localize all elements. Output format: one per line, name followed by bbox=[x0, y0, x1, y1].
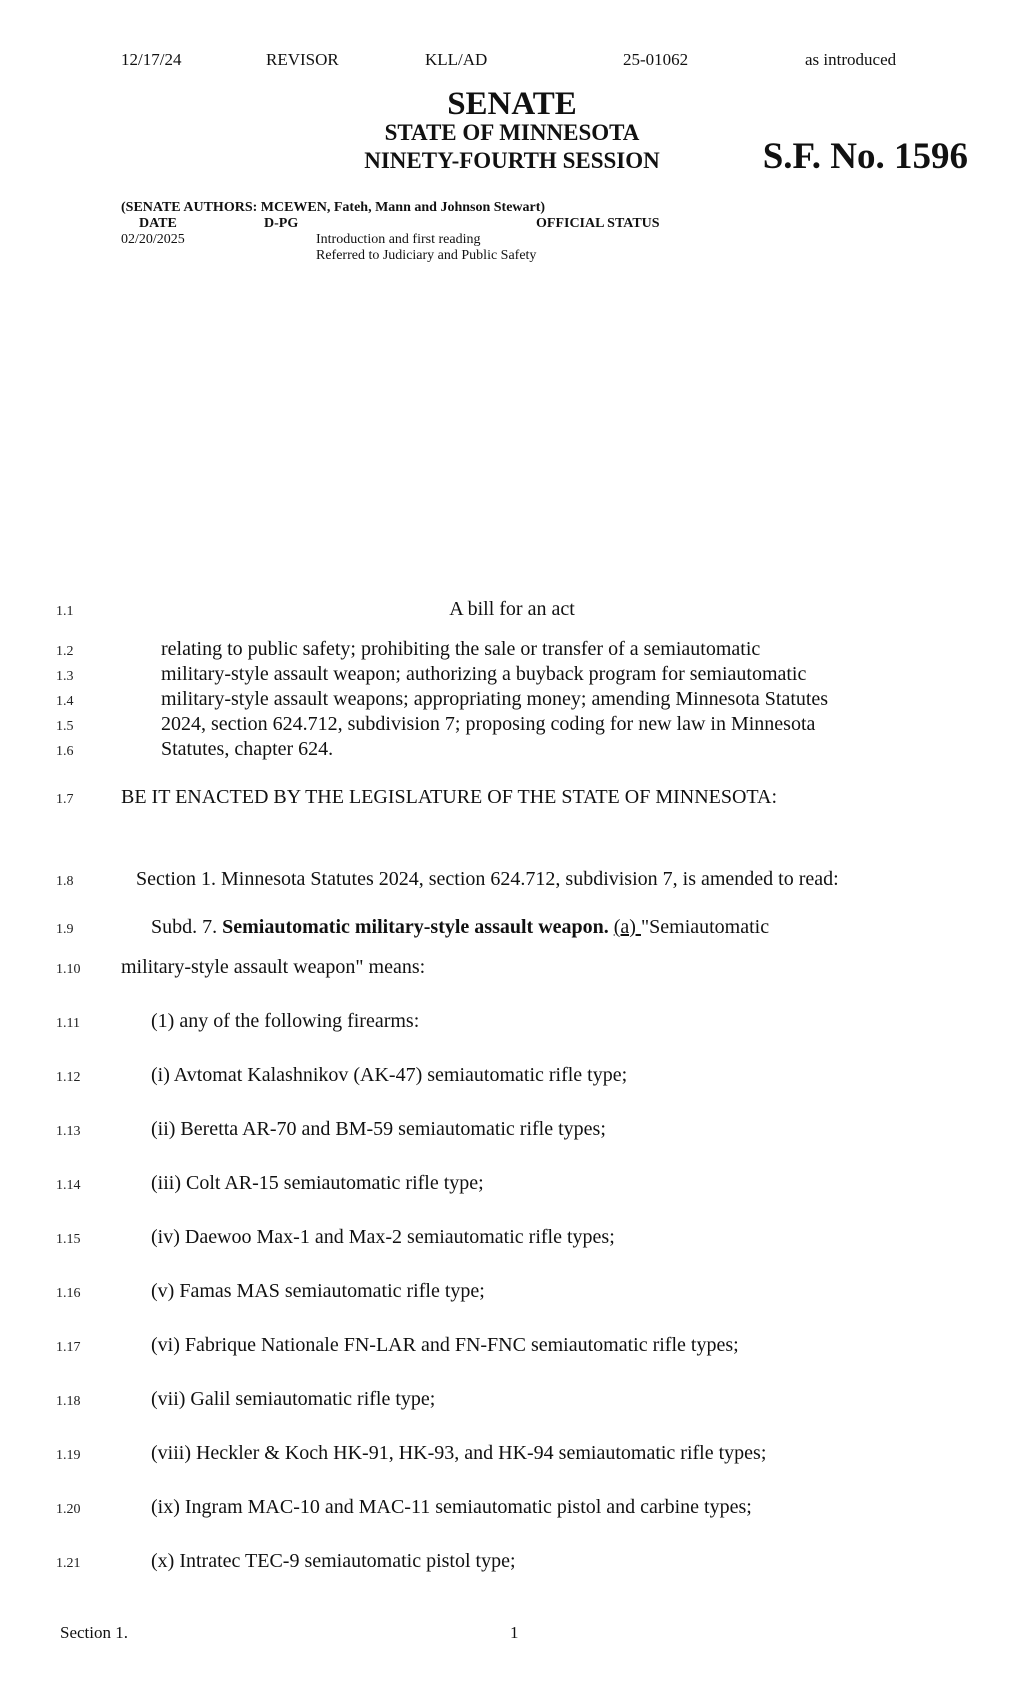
line-number: 1.21 bbox=[56, 1556, 81, 1571]
header-docnum: 25-01062 bbox=[623, 50, 689, 69]
line-number: 1.20 bbox=[56, 1502, 81, 1517]
line-number: 1.17 bbox=[56, 1340, 81, 1355]
status-row-date: 02/20/2025 bbox=[121, 232, 185, 247]
line-number: 1.10 bbox=[56, 962, 81, 977]
list-item: (viii) Heckler & Koch HK-91, HK-93, and HK-94 semiautomatic rifle types; bbox=[151, 1442, 767, 1464]
bill-heading: A bill for an act bbox=[449, 598, 575, 620]
state-title: STATE OF MINNESOTA bbox=[384, 120, 640, 145]
list-item: (vii) Galil semiautomatic rifle type; bbox=[151, 1388, 436, 1410]
line-number: 1.13 bbox=[56, 1124, 81, 1139]
page-number: 1 bbox=[510, 1623, 519, 1642]
line-number: 1.3 bbox=[56, 669, 74, 684]
file-number: S.F. No. 1596 bbox=[762, 136, 968, 177]
senate-authors: (SENATE AUTHORS: MCEWEN, Fateh, Mann and Johnson Stewart) bbox=[121, 200, 546, 215]
line-number: 1.8 bbox=[56, 874, 74, 889]
list-item: (iii) Colt AR-15 semiautomatic rifle type; bbox=[151, 1172, 484, 1194]
subdivision-text: "Semiautomatic bbox=[640, 916, 770, 938]
line-number: 1.16 bbox=[56, 1286, 81, 1301]
line-number: 1.14 bbox=[56, 1178, 81, 1193]
line-number: 1.18 bbox=[56, 1394, 81, 1409]
status-col-status: OFFICIAL STATUS bbox=[536, 216, 660, 231]
subdivision-line bbox=[151, 916, 769, 939]
subdivision-title: Semiautomatic military-style assault weapon. bbox=[222, 916, 609, 938]
list-item: (i) Avtomat Kalashnikov (AK-47) semiautomatic rifle type; bbox=[151, 1064, 628, 1086]
status-row-action-1: Introduction and first reading bbox=[316, 232, 481, 247]
bill-title-line: military-style assault weapons; appropriating money; amending Minnesota Statutes bbox=[161, 688, 829, 710]
inserted-text: (a) bbox=[613, 916, 636, 938]
status-row-action-2: Referred to Judiciary and Public Safety bbox=[316, 248, 537, 263]
line-number: 1.15 bbox=[56, 1232, 81, 1247]
bill-title-line: 2024, section 624.712, subdivision 7; proposing coding for new law in Minnesota bbox=[161, 713, 816, 735]
line-number: 1.6 bbox=[56, 744, 74, 759]
line-number: 1.9 bbox=[56, 922, 74, 937]
line-number: 1.2 bbox=[56, 644, 74, 659]
status-col-dpg: D-PG bbox=[264, 216, 299, 231]
bill-title-line: Statutes, chapter 624. bbox=[161, 738, 334, 760]
footer-section: Section 1. bbox=[60, 1623, 128, 1642]
list-item: (vi) Fabrique Nationale FN-LAR and FN-FNC semiautomatic rifle types; bbox=[151, 1334, 739, 1356]
statute-line: military-style assault weapon" means: bbox=[121, 956, 426, 978]
list-item: (x) Intratec TEC-9 semiautomatic pistol type; bbox=[151, 1550, 516, 1572]
header-revisor: REVISOR bbox=[266, 50, 339, 69]
line-number: 1.1 bbox=[56, 604, 74, 619]
session-title: NINETY-FOURTH SESSION bbox=[364, 148, 660, 173]
enacting-clause: BE IT ENACTED BY THE LEGISLATURE OF THE STATE OF MINNESOTA: bbox=[121, 786, 778, 808]
statute-line: (1) any of the following firearms: bbox=[151, 1010, 420, 1032]
list-item: (v) Famas MAS semiautomatic rifle type; bbox=[151, 1280, 485, 1302]
bill-title-line: relating to public safety; prohibiting the sale or transfer of a semiautomatic bbox=[161, 638, 761, 660]
subdivision-number: Subd. 7. bbox=[151, 916, 218, 938]
section-heading: Section 1. Minnesota Statutes 2024, section 624.712, subdivision 7, is amended to read: bbox=[136, 868, 839, 890]
list-item: (ix) Ingram MAC-10 and MAC-11 semiautomatic pistol and carbine types; bbox=[151, 1496, 752, 1518]
list-item: (ii) Beretta AR-70 and BM-59 semiautomatic rifle types; bbox=[151, 1118, 606, 1140]
line-number: 1.7 bbox=[56, 792, 74, 807]
senate-title: SENATE bbox=[447, 86, 577, 122]
line-number: 1.11 bbox=[56, 1016, 80, 1031]
line-number: 1.19 bbox=[56, 1448, 81, 1463]
line-number: 1.4 bbox=[56, 694, 74, 709]
header-initials: KLL/AD bbox=[425, 50, 488, 69]
list-item: (iv) Daewoo Max-1 and Max-2 semiautomatic rifle types; bbox=[151, 1226, 615, 1248]
bill-title-line: military-style assault weapon; authorizing a buyback program for semiautomatic bbox=[161, 663, 807, 685]
status-col-date: DATE bbox=[139, 216, 177, 231]
header-date: 12/17/24 bbox=[121, 50, 182, 69]
line-number: 1.12 bbox=[56, 1070, 81, 1085]
header-status: as introduced bbox=[805, 50, 897, 69]
line-number: 1.5 bbox=[56, 719, 74, 734]
